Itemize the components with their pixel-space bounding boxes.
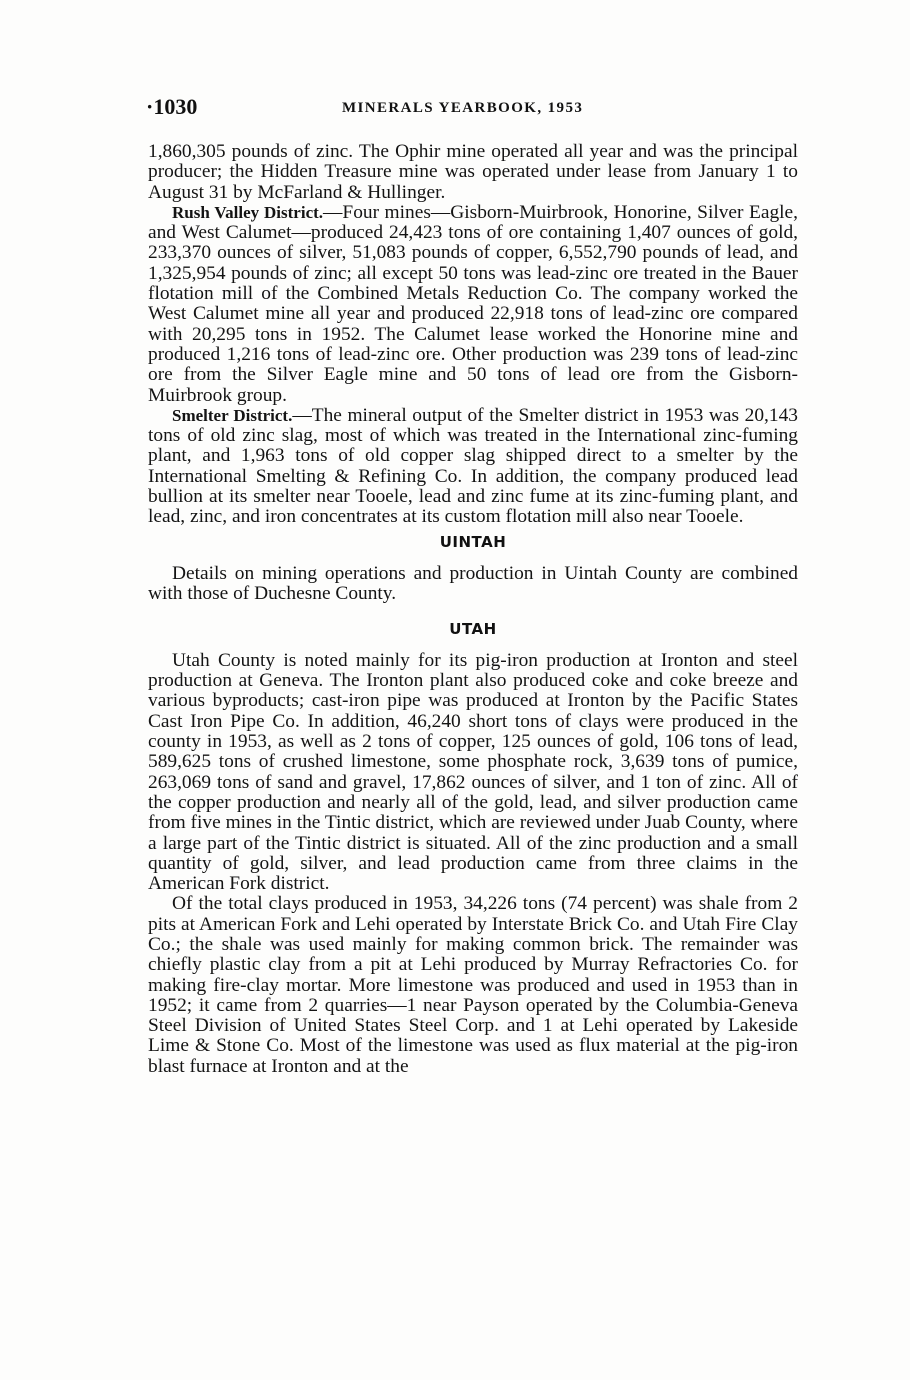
smelter-heading: Smelter District. (172, 405, 293, 425)
rush-valley-heading: Rush Valley District. (172, 202, 324, 222)
page-number: ·1030 (146, 94, 198, 119)
paragraph-zinc-continuation: 1,860,305 pounds of zinc. The Ophir mine operated all year and was the principal producer; the Hidden Treasure mine was operated under lease from January 1 to August 31 by McFarland & Hullinger. (148, 141, 798, 203)
paragraph-utah-2: Of the total clays produced in 1953, 34,226 tons (74 percent) was shale from 2 pits at American Fork and Lehi operated by Interstate Brick Co. and Utah Fire Clay Co.; the shale was used mainly for making common brick. The remainder was chiefly plastic clay from a pit at Lehi produced by Murray Refractories Co. for making fire-clay mortar. More limestone was produced and used in 1953 than in 1952; it came from 2 quarries—1 near Payson operated by the Columbia-Geneva Steel Division of United States Steel Corp. and 1 at Lehi operated by Lakeside Lime & Stone Co. Most of the limestone was used as flux material at the pig-iron blast furnace at Ironton and at the (148, 893, 798, 1077)
section-heading-uintah: UINTAH (439, 532, 507, 551)
smelter-text: —The mineral output of the Smelter district in 1953 was 20,143 tons of old zinc slag, most of which was treated in the International zinc-fuming plant, and 1,963 tons of old copper slag shipped direct to a smelter by the International Smelting & Refining Co. In addition, the company produced lead bullion at its smelter near Tooele, lead and zinc fume at its zinc-fuming plant, and lead, zinc, and iron concentrates at its custom flotation mill also near Tooele. (148, 404, 798, 528)
paragraph-smelter (148, 406, 798, 528)
paragraph-utah-1: Utah County is noted mainly for its pig-iron production at Ironton and steel production at Geneva. The Ironton plant also produced coke and coke breeze and various byproducts; cast-iron pipe was produced at Ironton by the Pacific States Cast Iron Pipe Co. In addition, 46,240 short tons of clays were produced in the county in 1953, as well as 2 tons of copper, 125 ounces of gold, 106 tons of lead, 589,625 tons of crushed limestone, some phosphate rock, 3,639 tons of pumice, 263,069 tons of sand and gravel, 17,862 ounces of silver, and 1 ton of zinc. All of the copper production and nearly all of the gold, lead, and silver production came from five mines in the Tintic district, which are reviewed under Juab County, where a large part of the Tintic district is situated. All of the zinc production and a small quantity of gold, silver, and lead production came from three claims in the American Fork district. (148, 649, 798, 895)
section-heading-utah: UTAH (449, 619, 497, 638)
running-title: MINERALS YEARBOOK, 1953 (342, 100, 584, 116)
body-text (148, 142, 798, 1077)
rush-valley-text: —Four mines—Gisborn-Muirbrook, Honorine, Silver Eagle, and West Calumet—produced 24,423 tons of ore containing 1,407 ounces of gold, 233,370 ounces of silver, 51,083 pounds of copper, 6,552,790 pounds of lead, and 1,325,954 pounds of zinc; all except 50 tons was lead-zinc ore treated in the Bauer flotation mill of the Combined Metals Reduction Co. The company worked the West Calumet mine all year and produced 22,918 tons of lead-zinc ore compared with 20,295 tons in 1952. The Calumet lease worked the Honorine mine and produced 1,216 tons of lead-zinc ore. Other production was 239 tons of lead-zinc ore from the Silver Eagle mine and 50 tons of lead ore from the Gisborn-Muirbrook group. (148, 201, 798, 406)
paragraph-uintah: Details on mining operations and production in Uintah County are combined with those of Duchesne County. (148, 562, 798, 605)
paragraph-rush-valley (148, 203, 798, 406)
page-header (146, 94, 798, 124)
